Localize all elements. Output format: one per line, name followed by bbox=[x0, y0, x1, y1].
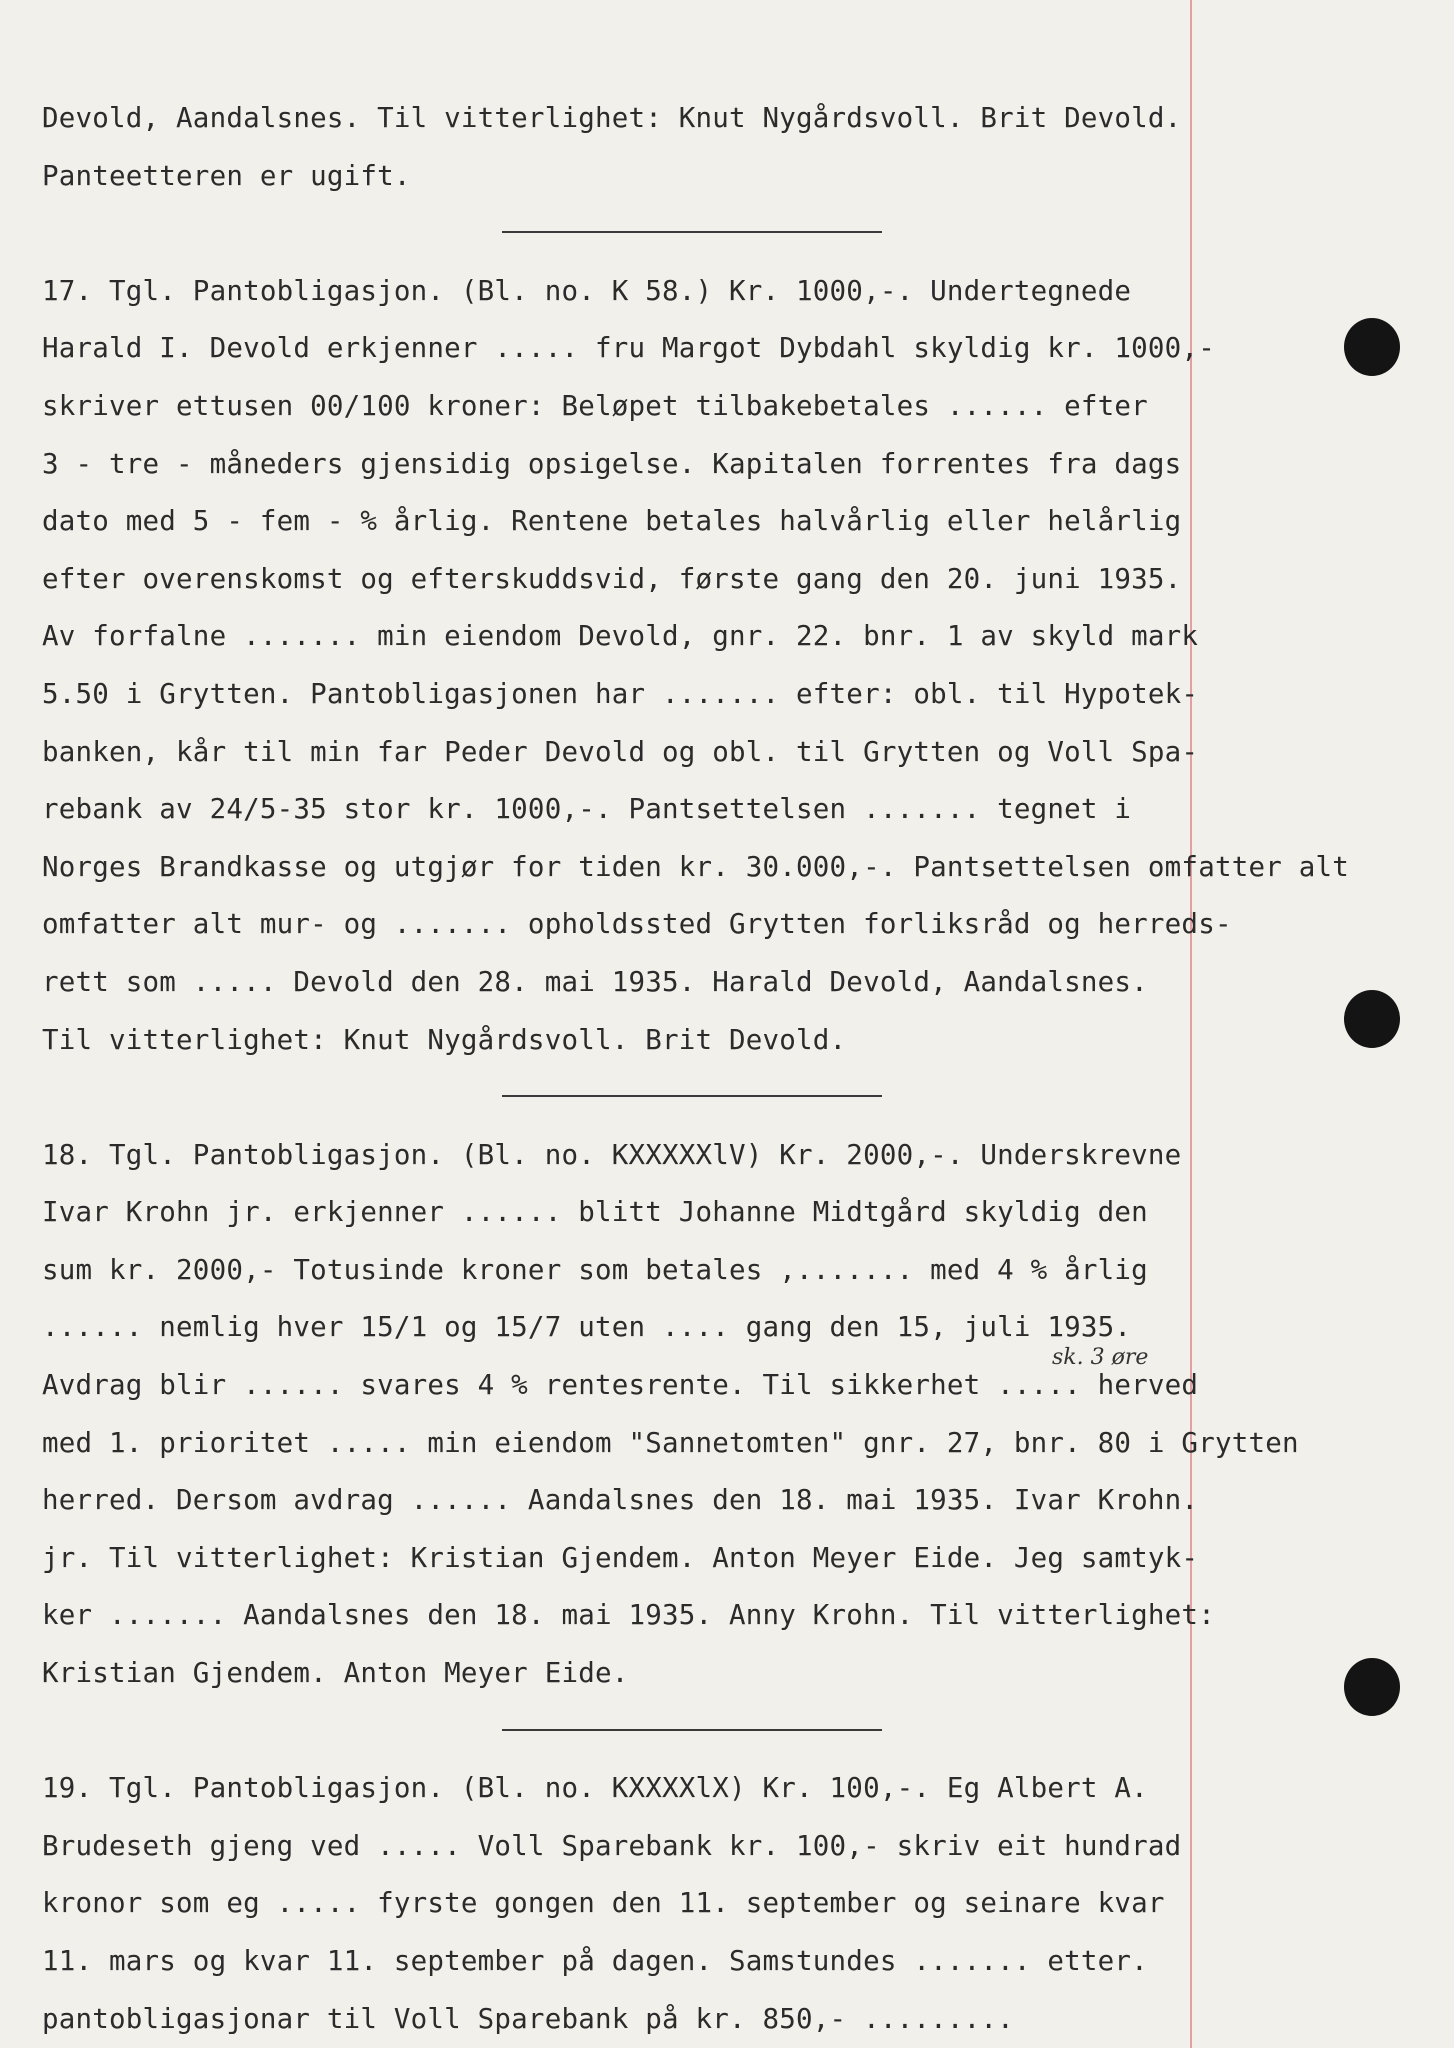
separator-line bbox=[502, 1729, 882, 1731]
text-line: Av forfalne ....... min eiendom Devold, gnr. 22. bnr. 1 av skyld mark bbox=[42, 620, 1199, 653]
text-line: Devold, Aandalsnes. Til vitterlighet: Knut Nygårdsvoll. Brit Devold. bbox=[42, 102, 1182, 134]
text-line: Til vitterlighet: Knut Nygårdsvoll. Brit Devold. bbox=[42, 1023, 847, 1056]
text-line: Norges Brandkasse og utgjør for tiden kr. 30.000,-. Pantsettelsen omfatter alt bbox=[42, 850, 1349, 883]
section-separator bbox=[42, 1703, 1382, 1761]
text-line: kronor som eg ..... fyrste gongen den 11. september og seinare kvar bbox=[42, 1887, 1165, 1920]
text-line: 3 - tre - måneders gjensidig opsigelse. Kapitalen forrentes fra dags bbox=[42, 447, 1182, 480]
text-line: Panteetteren er ugift. bbox=[42, 159, 411, 192]
text-line: Avdrag blir ...... svares 4 % rentesrente. Til sikkerhet ..... herved bbox=[42, 1369, 1199, 1402]
text-line: Ivar Krohn jr. erkjenner ...... blitt Johanne Midtgård skyldig den bbox=[42, 1196, 1148, 1229]
document-text bbox=[42, 90, 1382, 2048]
text-line: 18. Tgl. Pantobligasjon. (Bl. no. KXXXXXlV) Kr. 2000,-. Underskrevne bbox=[42, 1138, 1182, 1171]
text-line: 5.50 i Grytten. Pantobligasjonen har ....... efter: obl. til Hypotek- bbox=[42, 677, 1199, 710]
text-line: herred. Dersom avdrag ...... Aandalsnes den 18. mai 1935. Ivar Krohn. bbox=[42, 1484, 1199, 1517]
text-line: Brudeseth gjeng ved ..... Voll Sparebank kr. 100,- skriv eit hundrad bbox=[42, 1829, 1182, 1862]
text-line: Kristian Gjendem. Anton Meyer Eide. bbox=[42, 1657, 629, 1690]
section-separator bbox=[42, 205, 1382, 263]
text-line: omfatter alt mur- og ....... opholdssted Grytten forliksråd og herreds- bbox=[42, 908, 1232, 941]
text-line: jr. Til vitterlighet: Kristian Gjendem. Anton Meyer Eide. Jeg samtyk- bbox=[42, 1541, 1199, 1574]
text-line: med 1. prioritet ..... min eiendom "Sannetomten" gnr. 27, bnr. 80 i Grytten bbox=[42, 1426, 1299, 1459]
text-line: skriver ettusen 00/100 kroner: Beløpet tilbakebetales ...... efter bbox=[42, 389, 1148, 422]
text-line: rett som ..... Devold den 28. mai 1935. Harald Devold, Aandalsnes. bbox=[42, 965, 1148, 998]
text-line: Harald I. Devold erkjenner ..... fru Margot Dybdahl skyldig kr. 1000,- bbox=[42, 332, 1215, 365]
section-separator bbox=[42, 1069, 1382, 1127]
separator-line bbox=[502, 231, 882, 233]
text-line: sum kr. 2000,- Totusinde kroner som betales ,....... med 4 % årlig bbox=[42, 1253, 1148, 1286]
text-line: banken, kår til min far Peder Devold og obl. til Grytten og Voll Spa- bbox=[42, 735, 1199, 768]
text-line: dato med 5 - fem - % årlig. Rentene betales halvårlig eller helårlig bbox=[42, 505, 1182, 538]
text-line: pantobligasjonar til Voll Sparebank på kr. 850,- ......... bbox=[42, 2002, 1014, 2035]
text-line: 11. mars og kvar 11. september på dagen. Samstundes ....... etter. bbox=[42, 1945, 1148, 1977]
text-line: 17. Tgl. Pantobligasjon. (Bl. no. K 58.) Kr. 1000,-. Undertegnede bbox=[42, 274, 1132, 307]
text-line: 19. Tgl. Pantobligasjon. (Bl. no. KXXXXlX) Kr. 100,-. Eg Albert A. bbox=[42, 1772, 1148, 1805]
text-line: ker ....... Aandalsnes den 18. mai 1935. Anny Krohn. Til vitterlighet: bbox=[42, 1599, 1215, 1632]
handwritten-note: sk. 3 øre bbox=[1052, 1345, 1149, 1370]
text-line: rebank av 24/5-35 stor kr. 1000,-. Pantsettelsen ....... tegnet i bbox=[42, 793, 1132, 826]
text-line: efter overenskomst og efterskuddsvid, første gang den 20. juni 1935. bbox=[42, 562, 1182, 595]
separator-line bbox=[502, 1095, 882, 1097]
text-line: ...... nemlig hver 15/1 og 15/7 uten .... gang den 15, juli 1935. bbox=[42, 1311, 1132, 1344]
